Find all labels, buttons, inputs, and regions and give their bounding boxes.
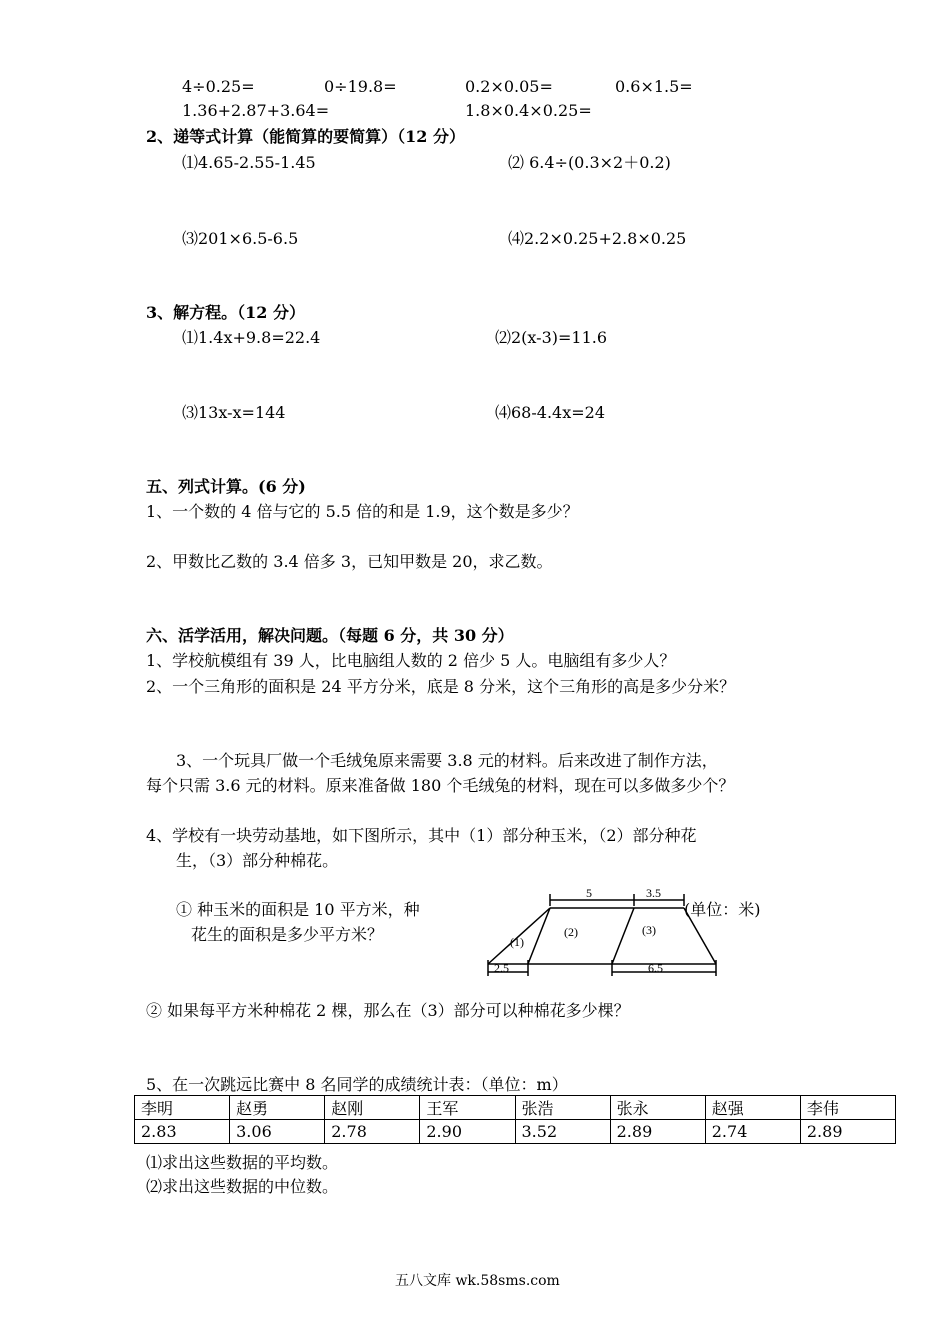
sec2-problem-4: ⑷2.2×0.25+2.8×0.25 [508, 229, 687, 248]
name-cell: 李伟 [800, 1096, 895, 1120]
score-cell: 2.89 [610, 1120, 705, 1144]
equation-4: ⑷68-4.4x=24 [495, 403, 606, 422]
calc-6: 1.8×0.4×0.25= [465, 101, 592, 120]
equation-3: ⑶13x-x=144 [182, 403, 286, 422]
score-cell: 2.78 [325, 1120, 420, 1144]
sec6-question-1: 1、学校航模组有 39 人，比电脑组人数的 2 倍少 5 人。电脑组有多少人？ [146, 651, 676, 670]
calc-3: 0.2×0.05= [465, 77, 553, 96]
sec6-question-4-line1: 4、学校有一块劳动基地，如下图所示，其中（1）部分种玉米，（2）部分种花 [146, 826, 697, 845]
sec6-q5-sub2: ⑵求出这些数据的中位数。 [146, 1177, 339, 1196]
score-cell: 2.83 [135, 1120, 230, 1144]
name-cell: 赵强 [705, 1096, 800, 1120]
dim-bottom-6-5: 6.5 [648, 961, 663, 975]
dim-top-5: 5 [586, 886, 592, 900]
label-part-3: (3) [642, 923, 656, 937]
score-cell: 2.74 [705, 1120, 800, 1144]
calc-4: 0.6×1.5= [615, 77, 693, 96]
label-part-2: (2) [564, 925, 578, 939]
sec6-question-3-line2: 每个只需 3.6 元的材料。原来准备做 180 个毛绒兔的材料，现在可以多做多少个？ [146, 776, 735, 795]
table-row-scores [135, 1120, 896, 1144]
section-5-title: 五、列式计算。(6 分) [146, 477, 306, 496]
name-cell: 王军 [420, 1096, 515, 1120]
score-cell: 2.90 [420, 1120, 515, 1144]
dim-top-3-5: 3.5 [646, 886, 661, 900]
score-cell: 3.06 [230, 1120, 325, 1144]
name-cell: 赵勇 [230, 1096, 325, 1120]
section-2-title: 2、递等式计算（能简算的要简算）（12 分） [146, 127, 465, 146]
calc-5: 1.36+2.87+3.64= [182, 101, 330, 120]
table-row-names [135, 1096, 896, 1120]
name-cell: 李明 [135, 1096, 230, 1120]
name-cell: 赵刚 [325, 1096, 420, 1120]
name-cell: 张永 [610, 1096, 705, 1120]
score-cell: 2.89 [800, 1120, 895, 1144]
equation-1: ⑴1.4x+9.8=22.4 [182, 328, 321, 347]
sec2-problem-1: ⑴4.65-2.55-1.45 [182, 153, 316, 172]
calc-2: 0÷19.8= [324, 77, 397, 96]
sec6-q4-sub2: ② 如果每平方米种棉花 2 棵，那么在（3）部分可以种棉花多少棵？ [146, 1001, 630, 1020]
sec5-question-2: 2、甲数比乙数的 3.4 倍多 3，已知甲数是 20，求乙数。 [146, 552, 553, 571]
label-part-1: (1) [510, 935, 524, 949]
sec2-problem-3: ⑶201×6.5-6.5 [182, 229, 299, 248]
sec5-question-1: 1、一个数的 4 倍与它的 5.5 倍的和是 1.9，这个数是多少？ [146, 502, 579, 521]
sec2-problem-2: ⑵ 6.4÷(0.3×2＋0.2) [508, 153, 671, 172]
sec6-q4-sub1-line1: ① 种玉米的面积是 10 平方米，种 [176, 900, 420, 919]
unit-label: (单位：米) [684, 900, 761, 919]
footer-watermark: 五八文库 wk.58sms.com [395, 1273, 560, 1289]
section-3-title: 3、解方程。（12 分） [146, 303, 305, 322]
sec6-q5-sub1: ⑴求出这些数据的平均数。 [146, 1153, 339, 1172]
dim-bottom-2-5: 2.5 [494, 961, 509, 975]
sec6-question-4-line2: 生，（3）部分种棉花。 [176, 851, 339, 870]
name-cell: 张浩 [515, 1096, 610, 1120]
equation-2: ⑵2(x-3)=11.6 [495, 328, 608, 347]
sec6-question-5-title: 5、在一次跳远比赛中 8 名同学的成绩统计表：（单位：m） [146, 1075, 568, 1094]
sec6-question-2: 2、一个三角形的面积是 24 平方分米，底是 8 分米，这个三角形的高是多少分米？ [146, 677, 736, 696]
section-6-title: 六、活学活用，解决问题。（每题 6 分，共 30 分） [146, 626, 514, 645]
calc-1: 4÷0.25= [182, 77, 255, 96]
score-cell: 3.52 [515, 1120, 610, 1144]
scores-table [134, 1095, 896, 1144]
sec6-question-3-line1: 3、一个玩具厂做一个毛绒兔原来需要 3.8 元的材料。后来改进了制作方法， [176, 751, 718, 770]
sec6-q4-sub1-line2: 花生的面积是多少平方米？ [191, 925, 384, 944]
